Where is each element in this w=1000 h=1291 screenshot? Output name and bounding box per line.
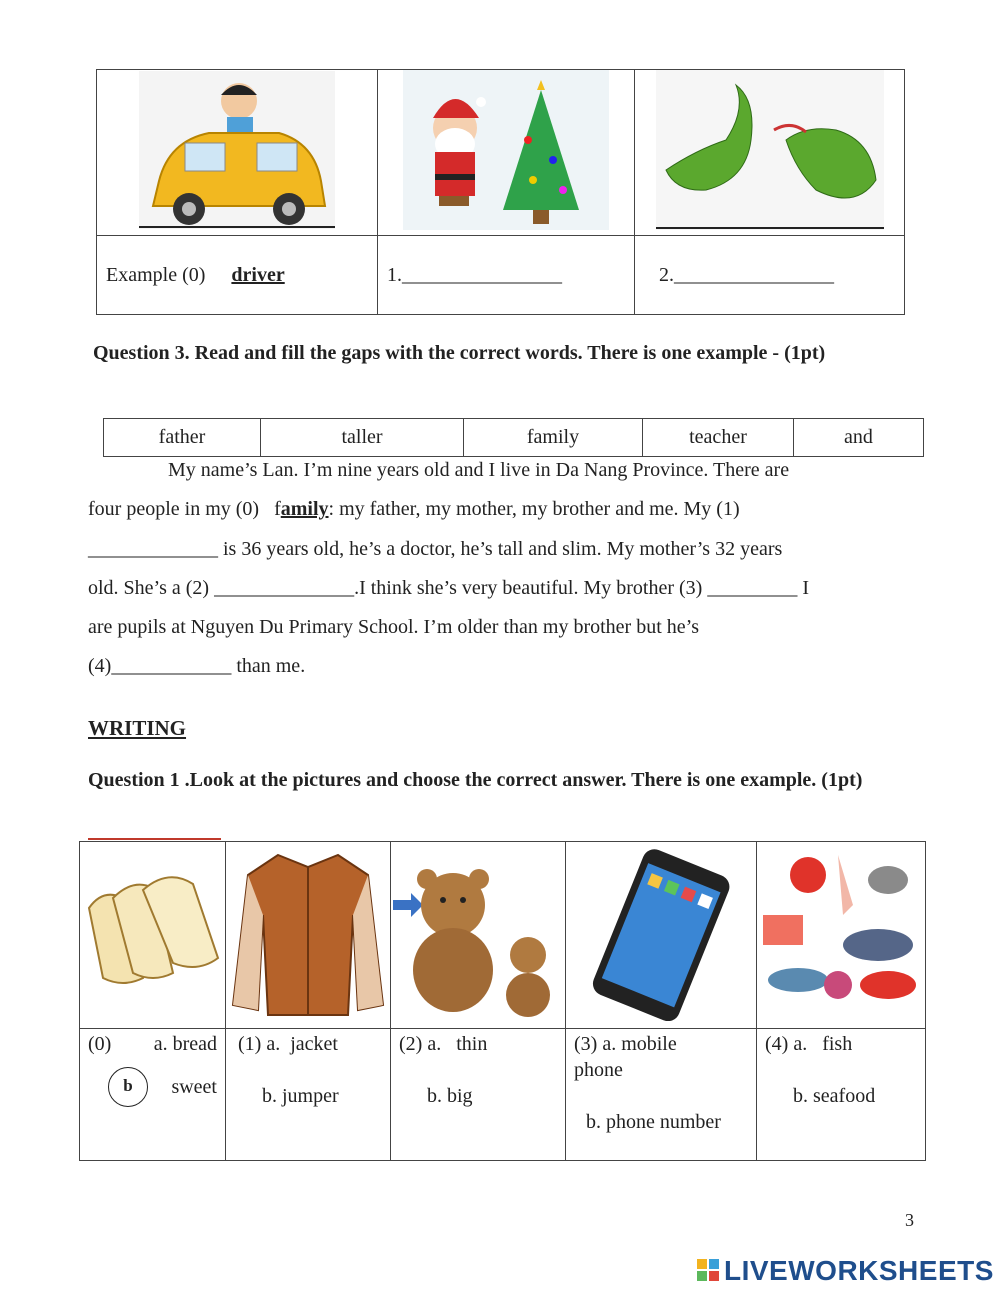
santa-christmas-tree-image — [403, 70, 609, 230]
teddy-bears-picture-cell — [391, 842, 566, 1029]
choice-3-a[interactable]: (3) a. mobile phone — [574, 1033, 677, 1081]
passage-line-text[interactable]: old. She’s a (2) ______________.I think she’s very beautiful. My brother (3) _________ I — [88, 576, 810, 599]
red-divider — [88, 838, 221, 840]
teddy-bears-image — [393, 845, 563, 1021]
mobile-phone-picture-cell — [566, 842, 757, 1029]
choice-1-a[interactable]: (1) a. jacket — [238, 1033, 338, 1055]
passage-line — [88, 451, 916, 490]
choice-3-cell — [566, 1029, 757, 1161]
passage-line-text: My name’s Lan. I’m nine years old and I live in Da Nang Province. There are — [168, 459, 790, 481]
choice-2-cell — [391, 1029, 566, 1161]
word-bank-item: teacher — [643, 419, 794, 457]
liveworksheets-brand[interactable]: LIVEWORKSHEETS — [724, 1255, 994, 1286]
vocab-picture-table — [96, 69, 905, 315]
jacket-image — [228, 845, 388, 1021]
word-bank-item: family — [464, 419, 643, 457]
example-answer: driver — [231, 263, 285, 286]
writing-heading: WRITING — [88, 716, 187, 740]
word-bank-item: father — [104, 419, 261, 457]
answer-2-blank[interactable]: 2.________________ — [659, 263, 834, 286]
example-cell — [97, 236, 378, 315]
passage-line — [88, 608, 916, 647]
mobile-phone-image — [568, 845, 754, 1021]
bread-image — [83, 848, 223, 1018]
passage-line — [88, 490, 916, 529]
passage-line-text: are pupils at Nguyen Du Primary School. I’m older than my brother but he’s — [88, 616, 699, 639]
bread-picture-cell — [80, 842, 226, 1029]
example-family-answer: amily — [280, 498, 329, 521]
jacket-picture-cell — [226, 842, 391, 1029]
crocodiles-image — [656, 70, 884, 230]
choice-4-cell — [757, 1029, 926, 1161]
taxi-driver-image — [139, 71, 335, 229]
passage-line-text[interactable]: (4)____________ than me. — [88, 655, 306, 678]
example-label: Example (0) — [106, 263, 206, 286]
word-bank-item: and — [794, 419, 924, 457]
question-3-title — [88, 340, 908, 366]
crocodile-picture-cell — [635, 70, 905, 236]
choice-0-cell — [80, 1029, 226, 1161]
choice-1-b[interactable]: b. jumper — [262, 1085, 339, 1107]
passage-line — [88, 569, 916, 608]
answer-2-cell — [635, 236, 905, 315]
christmas-picture-cell — [378, 70, 635, 236]
choice-3-b[interactable]: b. phone number — [586, 1111, 721, 1133]
choice-1-cell — [226, 1029, 391, 1161]
question-3-title-text: Question 3. Read and fill the gaps with the correct words. There is one example - (1pt) — [93, 342, 826, 364]
choice-4-a[interactable]: (4) a. fish — [765, 1033, 853, 1055]
seafood-image — [758, 845, 924, 1021]
passage-line-text: four people in my (0) family: my father, my mother, my brother and me. My (1) — [88, 498, 740, 521]
choice-2-b[interactable]: b. big — [427, 1085, 473, 1107]
choice-2-a[interactable]: (2) a. thin — [399, 1033, 488, 1055]
taxi-driver-picture-cell — [97, 70, 378, 236]
writing-question-1-title: Question 1 .Look at the pictures and choose the correct answer. There is one example. (1pt) — [88, 769, 863, 791]
choice-0-b: b sweet — [88, 1067, 217, 1107]
selected-answer-circle[interactable]: b — [108, 1067, 148, 1107]
answer-1-blank[interactable]: 1.________________ — [387, 263, 562, 286]
choice-4-b[interactable]: b. seafood — [793, 1085, 876, 1107]
passage-line — [88, 647, 916, 686]
passage-line — [88, 530, 916, 569]
picture-choice-table — [79, 841, 926, 1161]
page-number: 3 — [905, 1210, 914, 1230]
passage-line-text[interactable]: _____________ is 36 years old, he’s a doctor, he’s tall and slim. My mother’s 32 years — [88, 537, 783, 560]
word-bank-item: taller — [261, 419, 464, 457]
seafood-picture-cell — [757, 842, 926, 1029]
reading-passage — [88, 451, 916, 687]
answer-1-cell — [378, 236, 635, 315]
liveworksheets-logo-icon — [697, 1259, 719, 1281]
choice-0-a: (0) a. bread — [88, 1033, 217, 1055]
